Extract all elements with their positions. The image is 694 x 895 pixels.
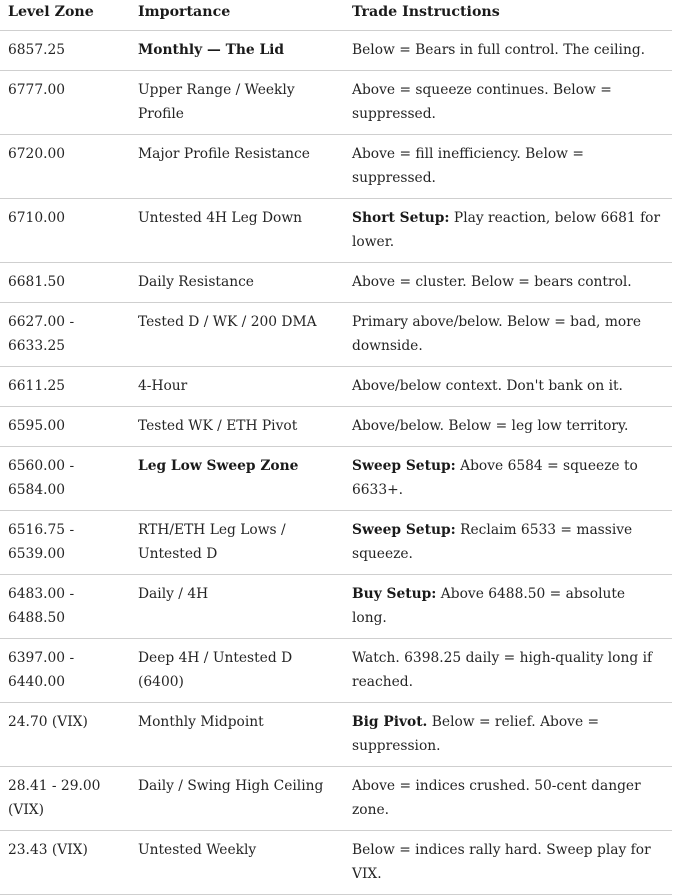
trade-instructions-cell: [344, 511, 672, 575]
instruction-text: Above 6488.50 = absolute long.: [352, 586, 626, 626]
level-zone-cell: 6611.25: [0, 367, 130, 407]
table-row: [0, 135, 672, 199]
table-row: [0, 703, 672, 767]
header-row: [0, 0, 672, 31]
importance-cell: Major Profile Resistance: [130, 135, 344, 199]
header-trade-instructions: Trade Instructions: [344, 0, 672, 31]
trade-instructions-cell: [344, 31, 672, 71]
trade-instructions-cell: [344, 447, 672, 511]
importance-cell: Monthly — The Lid: [130, 31, 344, 71]
instruction-text: Above = indices crushed. 50-cent danger zone.: [352, 778, 641, 818]
level-zone-cell: 6483.00 - 6488.50: [0, 575, 130, 639]
table-row: [0, 71, 672, 135]
setup-label: Sweep Setup:: [352, 458, 456, 474]
level-zone-cell: 6397.00 - 6440.00: [0, 639, 130, 703]
level-zone-cell: 6516.75 - 6539.00: [0, 511, 130, 575]
instruction-text: Above/below. Below = leg low territory.: [352, 418, 629, 434]
instruction-text: Above 6584 = squeeze to 6633+.: [352, 458, 638, 498]
setup-label: Buy Setup:: [352, 586, 437, 602]
importance-cell: Tested WK / ETH Pivot: [130, 407, 344, 447]
trade-instructions-cell: [344, 199, 672, 263]
table-row: [0, 199, 672, 263]
trade-instructions-cell: [344, 767, 672, 831]
level-zone-cell: 28.41 - 29.00 (VIX): [0, 767, 130, 831]
importance-cell: Daily / Swing High Ceiling: [130, 767, 344, 831]
table-row: [0, 575, 672, 639]
instruction-text: Play reaction, below 6681 for lower.: [352, 210, 661, 250]
table-row: [0, 263, 672, 303]
level-zone-cell: 6857.25: [0, 31, 130, 71]
importance-cell: Untested 4H Leg Down: [130, 199, 344, 263]
trade-instructions-cell: [344, 135, 672, 199]
trade-instructions-cell: [344, 575, 672, 639]
level-zone-cell: 6710.00: [0, 199, 130, 263]
importance-cell: Monthly Midpoint: [130, 703, 344, 767]
instruction-text: Below = Bears in full control. The ceiling.: [352, 42, 646, 58]
table-row: [0, 639, 672, 703]
importance-cell: Leg Low Sweep Zone: [130, 447, 344, 511]
instruction-text: Below = relief. Above = suppression.: [352, 714, 600, 754]
table-row: [0, 367, 672, 407]
setup-label: Sweep Setup:: [352, 522, 456, 538]
instruction-text: Above = cluster. Below = bears control.: [352, 274, 632, 290]
instruction-text: Reclaim 6533 = massive squeeze.: [352, 522, 633, 562]
table-row: [0, 511, 672, 575]
instruction-text: Above = fill inefficiency. Below = suppressed.: [352, 146, 584, 186]
importance-cell: Deep 4H / Untested D (6400): [130, 639, 344, 703]
table-row: [0, 407, 672, 447]
trade-instructions-cell: [344, 407, 672, 447]
trade-instructions-cell: [344, 639, 672, 703]
importance-cell: RTH/ETH Leg Lows / Untested D: [130, 511, 344, 575]
trade-instructions-cell: [344, 71, 672, 135]
level-zone-cell: 6627.00 - 6633.25: [0, 303, 130, 367]
instruction-text: Below = indices rally hard. Sweep play for VIX.: [352, 842, 651, 882]
instruction-text: Primary above/below. Below = bad, more downside.: [352, 314, 641, 354]
level-zone-cell: 6777.00: [0, 71, 130, 135]
trade-instructions-cell: [344, 303, 672, 367]
table-row: [0, 767, 672, 831]
level-zone-cell: 6595.00: [0, 407, 130, 447]
table-row: [0, 831, 672, 895]
level-zone-cell: 23.43 (VIX): [0, 831, 130, 895]
table-body: [0, 31, 672, 895]
table-row: [0, 31, 672, 71]
level-zone-cell: 6720.00: [0, 135, 130, 199]
trade-instructions-cell: [344, 367, 672, 407]
table-row: [0, 447, 672, 511]
setup-label: Big Pivot.: [352, 714, 428, 730]
trade-instructions-cell: [344, 703, 672, 767]
instruction-text: Above/below context. Don't bank on it.: [352, 378, 623, 394]
trade-instructions-cell: [344, 831, 672, 895]
importance-cell: Daily Resistance: [130, 263, 344, 303]
importance-cell: 4-Hour: [130, 367, 344, 407]
header-level-zone: Level Zone: [0, 0, 130, 31]
level-zone-cell: 6681.50: [0, 263, 130, 303]
importance-cell: Tested D / WK / 200 DMA: [130, 303, 344, 367]
level-zone-cell: 24.70 (VIX): [0, 703, 130, 767]
header-importance: Importance: [130, 0, 344, 31]
importance-cell: Daily / 4H: [130, 575, 344, 639]
instruction-text: Watch. 6398.25 daily = high-quality long if reached.: [352, 650, 653, 690]
instruction-text: Above = squeeze continues. Below = suppressed.: [352, 82, 612, 122]
importance-cell: Upper Range / Weekly Profile: [130, 71, 344, 135]
trade-instructions-cell: [344, 263, 672, 303]
level-zone-cell: 6560.00 - 6584.00: [0, 447, 130, 511]
importance-cell: Untested Weekly: [130, 831, 344, 895]
setup-label: Short Setup:: [352, 210, 450, 226]
table-row: [0, 303, 672, 367]
